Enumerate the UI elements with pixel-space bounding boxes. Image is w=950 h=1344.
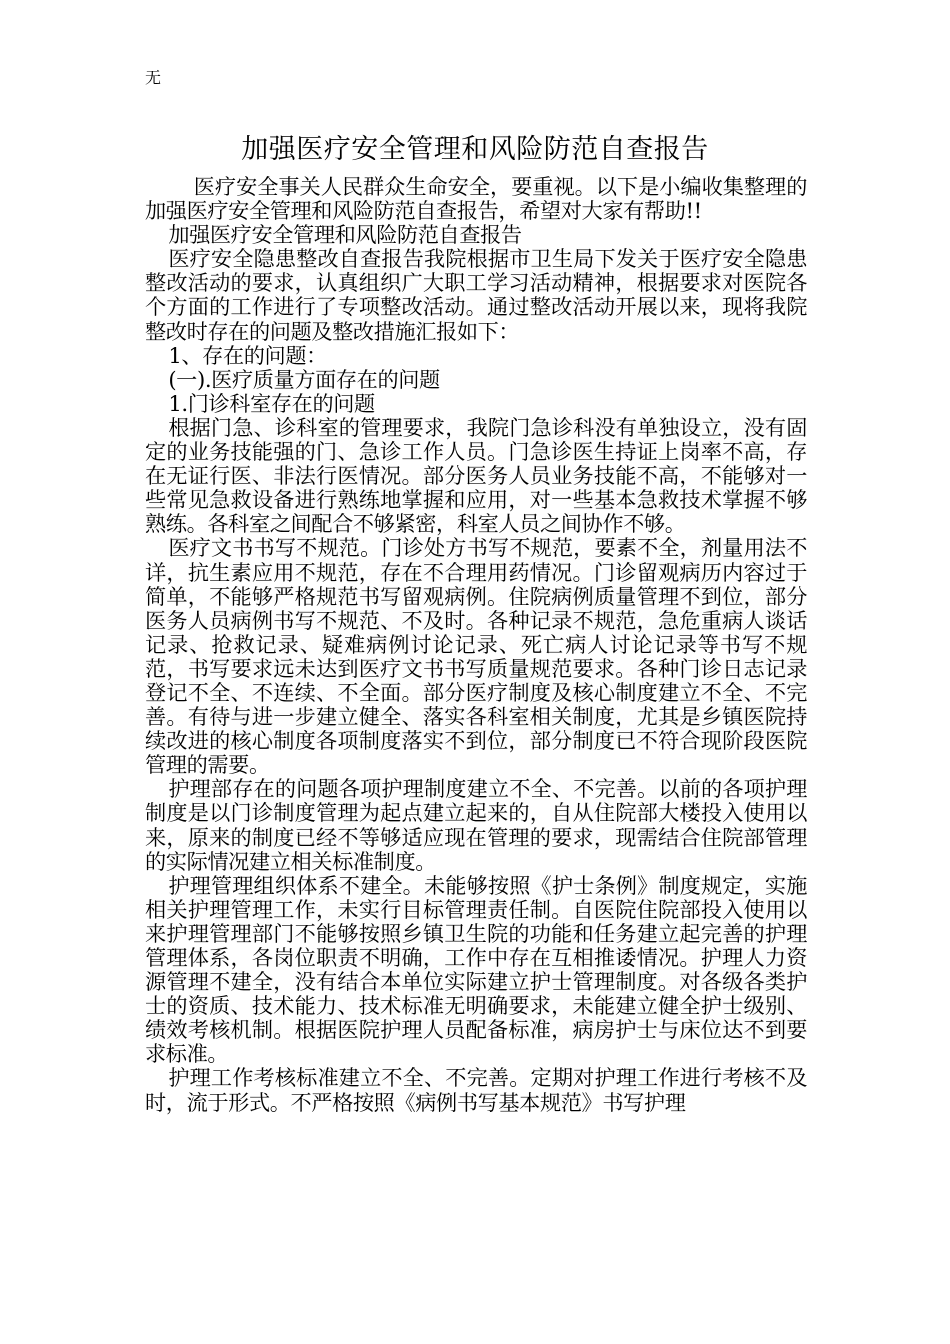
paragraph: 医疗文书书写不规范。门诊处方书写不规范，要素不全，剂量用法不详，抗生素应用不规范，存在不合理用药情况。门诊留观病历内容过于简单，不能够严格规范书写留观病例。住院病例质量管理不到位，部分医务人员病例书写不规范、不及时。各种记录不规范，急危重病人谈话记录、抢救记录、疑难病例讨论记录、死亡病人讨论记录等书写不规范，书写要求远未达到医疗文书书写质量规范要求。各种门诊日志记录登记不全、不连续、不全面。部分医疗制度及核心制度建立不全、不完善。有待与进一步建立健全、落实各科室相关制度，尤其是乡镇医院持续改进的核心制度各项制度落实不到位，部分制度已不符合现阶段医院管理的需要。 <box>145 535 807 778</box>
paragraph: 医疗安全事关人民群众生命安全，要重视。以下是小编收集整理的加强医疗安全管理和风险防范自查报告，希望对大家有帮助!! <box>145 174 807 224</box>
paragraph: 1.门诊科室存在的问题 <box>168 390 375 416</box>
header-mark: 无 <box>145 68 162 87</box>
document-title: 加强医疗安全管理和风险防范自查报告 <box>241 134 709 165</box>
paragraph: 医疗安全隐患整改自查报告我院根据市卫生局下发关于医疗安全隐患整改活动的要求，认真组织广大职工学习活动精神，根据要求对医院各个方面的工作进行了专项整改活动。通过整改活动开展以来，现将我院整改时存在的问题及整改措施汇报如下： <box>145 246 807 344</box>
paragraph: 加强医疗安全管理和风险防范自查报告 <box>168 222 522 248</box>
paragraph: 护理工作考核标准建立不全、不完善。定期对护理工作进行考核不及时，流于形式。不严格按照《病例书写基本规范》书写护理 <box>145 1065 807 1115</box>
document-body <box>145 175 807 1115</box>
paragraph: 护理管理组织体系不建全。未能够按照《护士条例》制度规定，实施相关护理管理工作，未实行目标管理责任制。自医院住院部投入使用以来护理管理部门不能够按照乡镇卫生院的功能和任务建立起完善的护理管理体系，各岗位职责不明确，工作中存在互相推诿情况。护理人力资源管理不建全，没有结合本单位实际建立护士管理制度。对各级各类护士的资质、技术能力、技术标准无明确要求，未能建立健全护士级别、绩效考核机制。根据医院护理人员配备标准，病房护士与床位达不到要求标准。 <box>145 872 807 1067</box>
paragraph: 1、存在的问题： <box>168 342 327 368</box>
paragraph: 护理部存在的问题各项护理制度建立不全、不完善。以前的各项护理制度是以门诊制度管理为起点建立起来的，自从住院部大楼投入使用以来，原来的制度已经不等够适应现在管理的要求，现需结合住院部管理的实际情况建立相关标准制度。 <box>145 776 807 874</box>
paragraph: 根据门急、诊科室的管理要求，我院门急诊科没有单独设立，没有固定的业务技能强的门、急诊工作人员。门急诊医生持证上岗率不高，存在无证行医、非法行医情况。部分医务人员业务技能不高，不能够对一些常见急救设备进行熟练地掌握和应用，对一些基本急救技术掌握不够熟练。各科室之间配合不够紧密，科室人员之间协作不够。 <box>145 414 807 537</box>
paragraph: (一).医疗质量方面存在的问题 <box>168 366 440 392</box>
